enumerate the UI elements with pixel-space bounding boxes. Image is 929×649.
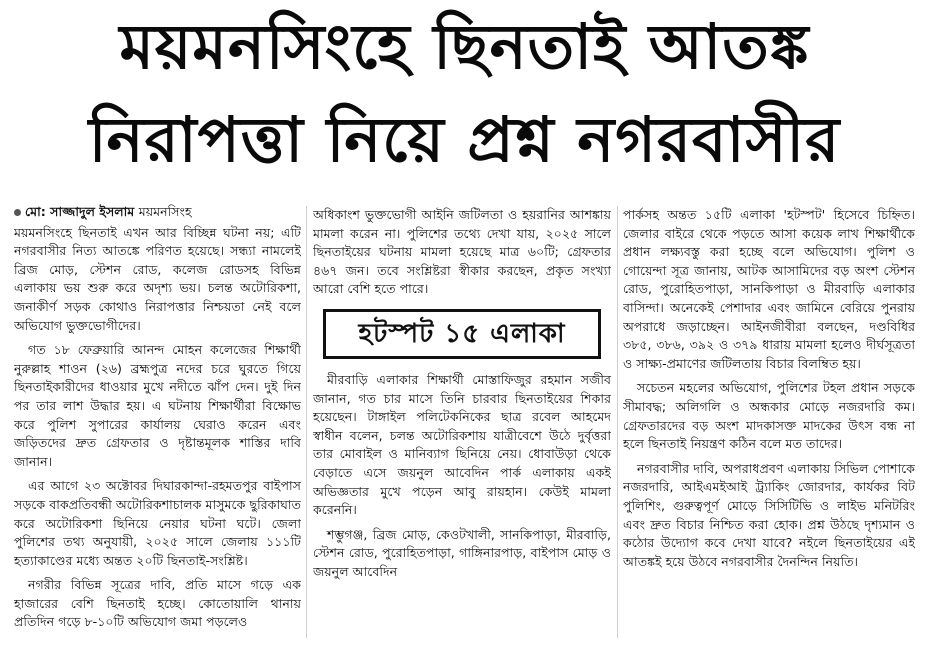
- paragraph: শম্ভুগঞ্জ, ব্রিজ মোড়, কেওটখালী, সানকিপাড়া, মীরবাড়ি, স্টেশন রোড, পুরোহিতপাড়া, গাঙ্গিনারপাড়, বাইপাস মোড় ও জয়নুল আবেদিন: [313, 526, 611, 579]
- headline-line-2: নিরাপত্তা নিয়ে প্রশ্ন নগরবাসীর: [88, 103, 841, 176]
- article-column-2: [313, 206, 611, 649]
- paragraph: ময়মনসিংহে ছিনতাই এখন আর বিচ্ছিন্ন ঘটনা নয়; এটি নগরবাসীর নিত্য আতঙ্কে পরিণত হয়েছে। সন্ধ্যা নামলেই ব্রিজ মোড়, স্টেশন রোড, কলেজ রোডসহ বিভিন্ন এলাকায় ভয় শুরু করে অদৃশ্য ভয়। চলন্ত অটোরিকশা, জনাকীর্ণ সড়ক কোথাও নিরাপত্তার নিশ্চয়তা নেই বলে অভিযোগ ভুক্তভোগীদের।: [14, 224, 301, 333]
- column-divider: [306, 206, 307, 638]
- hotspot-callout-box: হটস্পট ১৫ এলাকা: [323, 309, 601, 359]
- byline-author: মো: সাজ্জাদুল ইসলাম: [25, 204, 135, 219]
- paragraph: পার্কসহ অন্তত ১৫টি এলাকা 'হটস্পট' হিসেবে চিহ্নিত। জেলার বাইরে থেকে পড়তে আসা কয়েক লাখ শিক্ষার্থীকে প্রধান লক্ষ্যবস্তু করা হচ্ছে বলে অভিযোগ। পুলিশ ও গোয়েন্দা সূত্র জানায়, আটক আসামিদের বড় অংশ স্টেশন রোড, পুরোহিতপাড়া, সানকিপাড়া ও মীরবাড়ি এলাকার বাসিন্দা। অনেকেই পেশাদার এবং জামিনে বেরিয়ে পুনরায় অপরাধে জড়াচ্ছেন। আইনজীবীরা বলছেন, দণ্ডবিধির ৩৮৫, ৩৮৬, ৩৯২ ও ৩৭৯ ধারায় মামলা হলেও দীর্ঘসূত্রতা ও সাক্ষ্য-প্রমাণের জটিলতায় বিচার বিলম্বিত হয়।: [623, 207, 915, 371]
- bullet-icon: [14, 209, 21, 216]
- paragraph: মীরবাড়ি এলাকার শিক্ষার্থী মোস্তাফিজুর রহমান সজীব জানান, গত চার মাসে তিনি চারবার ছিনতাইয়ের শিকার হয়েছেন। টাঙ্গাইল পলিটেকনিকের ছাত্র রবেল আহমেদ স্বাধীন বলেন, চলন্ত অটোরিকশায় যাত্রীবেশে উঠে দুর্বৃত্তরা তার মোবাইল ও মানিব্যাগ ছিনিয়ে নেয়। ধোবাউড়া থেকে বেড়াতে এসে জয়নুল আবেদিন পার্ক এলাকায় একই অভিজ্ঞতার মুখে পড়েন আবু রায়হান। কেউই মামলা করেননি।: [313, 371, 611, 518]
- paragraph: গত ১৮ ফেব্রুয়ারি আনন্দ মোহন কলেজের শিক্ষার্থী নুরুল্লাহ শাওন (২৬) ব্রহ্মপুত্র নদের চরে ঘুরতে গিয়ে ছিনতাইকারীদের ধাওয়ার মুখে নদীতে ঝাঁপ দেন। দুই দিন পর তার লাশ উদ্ধার হয়। এ ঘটনায় শিক্ষার্থীরা বিক্ষোভ করে পুলিশ সুপারের কার্যালয় ঘেরাও করেন এবং জড়িতদের দ্রুত গ্রেফতার ও দৃষ্টান্তমূলক শাস্তির দাবি জানান।: [14, 342, 301, 469]
- article-column-1: [14, 203, 301, 646]
- paragraph: এর আগে ২৩ অক্টোবর দিঘারকান্দা-রহমতপুর বাইপাস সড়কে বাকপ্রতিবন্ধী অটোরিকশাচালক মাসুমকে ছুরিকাঘাত করে অটোরিকশা ছিনিয়ে নেয়ার ঘটনা ঘটে। জেলা পুলিশের তথ্য অনুযায়ী, ২০২৫ সালে জেলায় ১১১টি হত্যাকাণ্ডের মধ্যে অন্তত ২০টি ছিনতাই-সংশ্লিষ্ট।: [14, 478, 301, 568]
- column-divider: [617, 206, 618, 638]
- paragraph: সচেতন মহলের অভিযোগ, পুলিশের টহল প্রধান সড়কে সীমাবদ্ধ; অলিগলি ও অন্ধকার মোড়ে নজরদারি কম। গ্রেফতারদের বড় অংশ মাদকাসক্ত মাদকের উৎস বন্ধ না হলে ছিনতাই নিয়ন্ত্রণ কঠিন বলে মত তাদের।: [623, 380, 915, 452]
- byline: [14, 203, 301, 222]
- article-column-3: [623, 206, 915, 649]
- headline-line-1: ময়মনসিংহে ছিনতাই আতঙ্ক: [119, 10, 810, 83]
- paragraph: অধিকাংশ ভুক্তভোগী আইনি জটিলতা ও হয়রানির আশঙ্কায় মামলা করেন না। পুলিশের তথ্যে দেখা যায়, ২০২৫ সালে ছিনতাইয়ের ঘটনায় মামলা হয়েছে মাত্র ৬০টি; গ্রেফতার ৪৬৭ জন। তবে সংশ্লিষ্টরা স্বীকার করছেন, প্রকৃত সংখ্যা আরো বেশি হতে পারে।: [313, 207, 611, 297]
- byline-place: ময়মনসিংহ: [138, 204, 192, 219]
- paragraph: নগরীর বিভিন্ন সূত্রের দাবি, প্রতি মাসে গড়ে এক হাজারের বেশি ছিনতাই হচ্ছে। কোতোয়ালি থানায় প্রতিদিন গড়ে ৮-১০টি অভিযোগ জমা পড়লেও: [14, 577, 301, 630]
- paragraph: নগরবাসীর দাবি, অপরাধপ্রবণ এলাকায় সিভিল পোশাকে নজরদারি, আইএমইআই ট্র্যাকিং জোরদার, কার্যকর বিট পুলিশিং, গুরুত্বপূর্ণ মোড়ে সিসিটিভি ও লাইভ মনিটরিং এবং দ্রুত বিচার নিশ্চিত করা হোক। প্রশ্ন উঠছে দৃশ্যমান ও কঠোর উদ্যোগ কবে দেখা যাবে? নইলে ছিনতাইয়ের এই আতঙ্কই হয়ে উঠবে নগরবাসীর দৈনন্দিন নিয়তি।: [623, 460, 915, 569]
